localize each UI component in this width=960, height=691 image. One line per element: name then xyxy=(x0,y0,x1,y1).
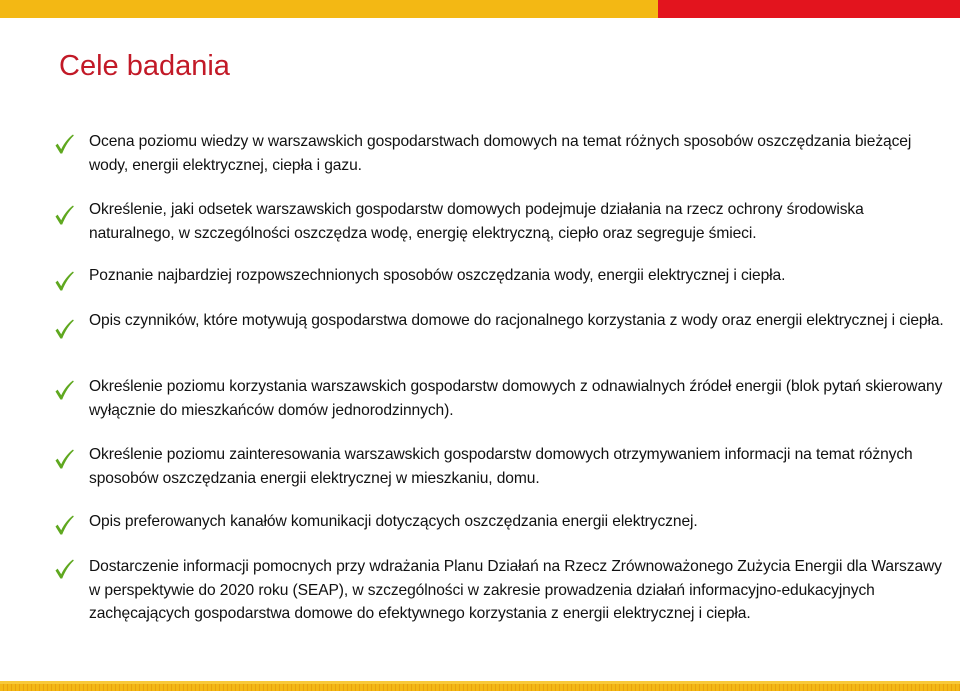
page-title: Cele badania xyxy=(59,50,230,82)
check-icon xyxy=(52,513,76,537)
objective-item xyxy=(52,443,950,490)
top-bar-red-segment xyxy=(658,0,960,18)
objective-item xyxy=(52,264,950,288)
objective-text: Ocena poziomu wiedzy w warszawskich gospodarstwach domowych na temat różnych sposobów oszczędzania bieżącej wody, energii elektrycznej, ciepła i gazu. xyxy=(89,133,912,174)
objective-item xyxy=(52,198,950,245)
objective-text: Opis preferowanych kanałów komunikacji dotyczących oszczędzania energii elektrycznej. xyxy=(89,513,698,530)
top-decorative-bar xyxy=(0,0,960,18)
check-icon xyxy=(52,203,76,227)
objective-text: Określenie, jaki odsetek warszawskich gospodarstw domowych podejmuje działania na rzecz ochrony środowiska naturalnego, w szczególności oszczędza wodę, energię elektryczną, ciepło oraz segreguje śmieci. xyxy=(89,201,864,242)
objective-text: Opis czynników, które motywują gospodarstwa domowe do racjonalnego korzystania z wody oraz energii elektrycznej i ciepła. xyxy=(89,312,944,329)
check-icon xyxy=(52,132,76,156)
objective-item xyxy=(52,309,950,333)
check-icon xyxy=(52,269,76,293)
bottom-decorative-bar xyxy=(0,681,960,691)
check-icon xyxy=(52,447,76,471)
objective-text: Dostarczenie informacji pomocnych przy wdrażania Planu Działań na Rzecz Zrównoważonego Zużycia Energii dla Warszawy w perspektywie do 2020 roku (SEAP), w szczególności w zakresie prowadzenia działań informacyjno-edukacyjnych zachęcających gospodarstwa domowe do efektywnego korzystania z energii elektrycznej i ciepła. xyxy=(89,558,942,622)
objective-item xyxy=(52,130,950,177)
objective-item xyxy=(52,555,950,626)
check-icon xyxy=(52,317,76,341)
objective-text: Poznanie najbardziej rozpowszechnionych sposobów oszczędzania wody, energii elektrycznej i ciepła. xyxy=(89,267,786,284)
objective-item xyxy=(52,510,950,534)
objective-text: Określenie poziomu korzystania warszawskich gospodarstw domowych z odnawialnych źródeł energii (blok pytań skierowany wyłącznie do mieszkańców domów jednorodzinnych). xyxy=(89,378,943,419)
check-icon xyxy=(52,557,76,581)
objective-text: Określenie poziomu zainteresowania warszawskich gospodarstw domowych otrzymywaniem informacji na temat różnych sposobów oszczędzania energii elektrycznej w mieszkaniu, domu. xyxy=(89,446,913,487)
top-bar-yellow-segment xyxy=(0,0,658,18)
objective-item xyxy=(52,375,950,422)
check-icon xyxy=(52,378,76,402)
